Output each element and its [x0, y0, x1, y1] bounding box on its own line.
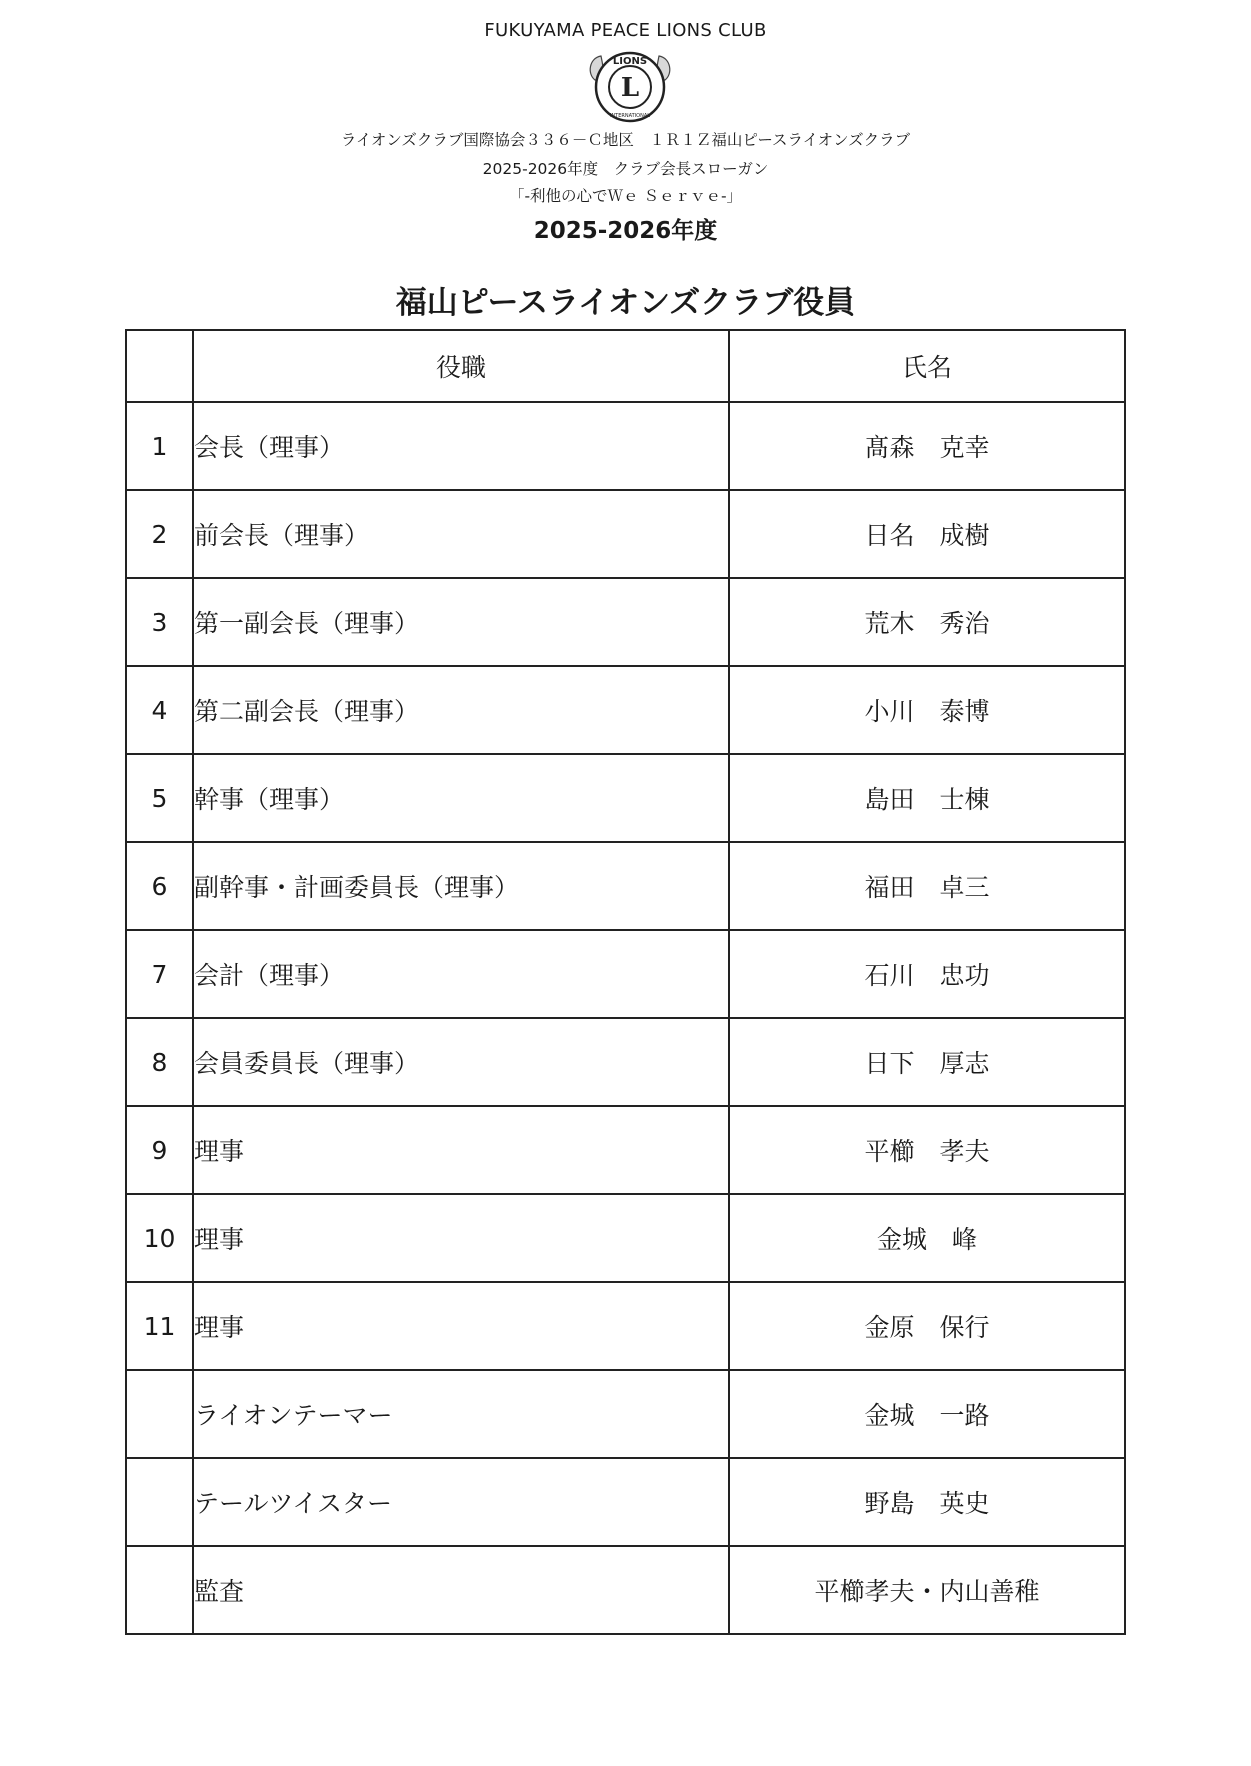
lions-logo: [585, 44, 675, 130]
page-title: 福山ピースライオンズクラブ役員: [395, 285, 856, 321]
row-number: 10: [126, 1194, 193, 1282]
row-position: 会計（理事）: [193, 930, 729, 1018]
table-row: [126, 490, 1125, 578]
table-row: [126, 1194, 1125, 1282]
row-position: ライオンテーマー: [193, 1370, 729, 1458]
table-header-row: [126, 330, 1125, 402]
club-name: FUKUYAMA PEACE LIONS CLUB: [484, 20, 767, 41]
table-row: [126, 1458, 1125, 1546]
officers-table: [125, 329, 1126, 1635]
row-position: 会員委員長（理事）: [193, 1018, 729, 1106]
table-row: [126, 1282, 1125, 1370]
row-name: 金原 保行: [729, 1282, 1125, 1370]
row-name: 小川 泰博: [729, 666, 1125, 754]
row-position: 理事: [193, 1106, 729, 1194]
row-name: 平櫛孝夫・内山善稚: [729, 1546, 1125, 1634]
row-number: [126, 1458, 193, 1546]
table-row: [126, 1018, 1125, 1106]
logo-letter: L: [620, 73, 640, 103]
row-name: 金城 峰: [729, 1194, 1125, 1282]
row-position: 会長（理事）: [193, 402, 729, 490]
row-position: 前会長（理事）: [193, 490, 729, 578]
row-number: [126, 1370, 193, 1458]
row-number: 9: [126, 1106, 193, 1194]
table-row: [126, 578, 1125, 666]
row-number: 7: [126, 930, 193, 1018]
row-number: 3: [126, 578, 193, 666]
table-row: [126, 754, 1125, 842]
row-name: 島田 士棟: [729, 754, 1125, 842]
header-position: 役職: [193, 330, 729, 402]
table-row: [126, 842, 1125, 930]
header-no: [126, 330, 193, 402]
district-line: ライオンズクラブ国際協会３３６－Ｃ地区 １Ｒ１Ｚ福山ピースライオンズクラブ: [340, 131, 911, 149]
row-name: 石川 忠功: [729, 930, 1125, 1018]
row-position: 理事: [193, 1194, 729, 1282]
row-position: テールツイスター: [193, 1458, 729, 1546]
slogan-label: 2025-2026年度 クラブ会長スローガン: [482, 160, 769, 178]
row-name: 日名 成樹: [729, 490, 1125, 578]
row-number: 8: [126, 1018, 193, 1106]
header-name: 氏名: [729, 330, 1125, 402]
row-position: 監査: [193, 1546, 729, 1634]
row-name: 金城 一路: [729, 1370, 1125, 1458]
logo-top-text: LIONS: [612, 56, 648, 67]
row-name: 福田 卓三: [729, 842, 1125, 930]
row-number: 11: [126, 1282, 193, 1370]
row-position: 第一副会長（理事）: [193, 578, 729, 666]
table-row: [126, 1546, 1125, 1634]
row-position: 理事: [193, 1282, 729, 1370]
row-number: [126, 1546, 193, 1634]
logo-bottom-text: INTERNATIONAL: [609, 113, 651, 119]
table-row: [126, 930, 1125, 1018]
fiscal-year: 2025-2026年度: [533, 218, 718, 244]
row-position: 第二副会長（理事）: [193, 666, 729, 754]
row-name: 日下 厚志: [729, 1018, 1125, 1106]
slogan: 「-利他の心でＷｅ Ｓｅｒｖｅ-」: [508, 187, 743, 205]
row-name: 野島 英史: [729, 1458, 1125, 1546]
row-number: 2: [126, 490, 193, 578]
row-position: 副幹事・計画委員長（理事）: [193, 842, 729, 930]
row-name: 髙森 克幸: [729, 402, 1125, 490]
table-row: [126, 1370, 1125, 1458]
row-number: 1: [126, 402, 193, 490]
table-row: [126, 402, 1125, 490]
row-position: 幹事（理事）: [193, 754, 729, 842]
row-number: 6: [126, 842, 193, 930]
row-number: 5: [126, 754, 193, 842]
row-name: 荒木 秀治: [729, 578, 1125, 666]
row-name: 平櫛 孝夫: [729, 1106, 1125, 1194]
table-row: [126, 1106, 1125, 1194]
row-number: 4: [126, 666, 193, 754]
table-row: [126, 666, 1125, 754]
